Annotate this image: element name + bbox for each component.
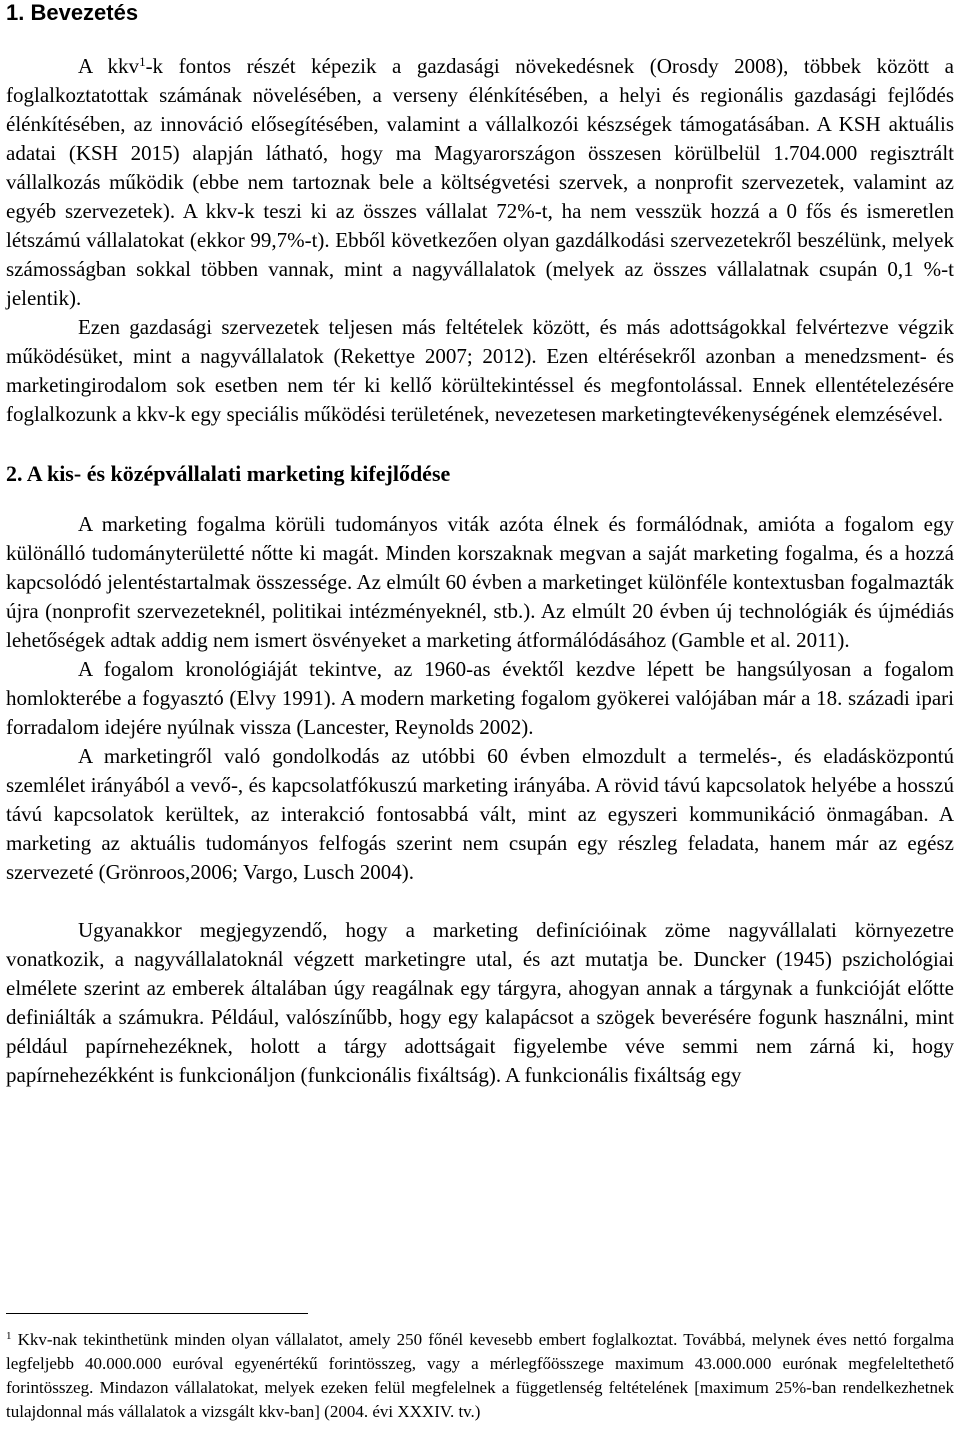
section-1-heading: 1. Bevezetés: [6, 0, 139, 25]
footnote-text: Kkv-nak tekinthetünk minden olyan vállalatot, amely 250 főnél kevesebb embert foglalkoztat. Továbbá, melynek éves nettó forgalma legfeljebb 40.000.000 euróval egyenértékű forintösszeg, vagy a mérlegfőösszege maximum 43.000.000 eurónak megfeleltethető forintösszeg. Mindazon vállalatokat, melyek ezeken felül megfelelnek a függetlenség feltételének [maximum 25%-ban rendelkezhetnek tulajdonnal más vállalatok a vizsgált kkv-ban] (2004. évi XXXIV. tv.): [6, 1330, 954, 1421]
section-2-paragraph-3: A marketingről való gondolkodás az utóbbi 60 évben elmozdult a termelés-, és eladásközpontú szemlélet irányából a vevő-, és kapcsolatfókuszú marketing irányába. A rövid távú kapcsolatok helyébe a hosszú távú kapcsolatok kerültek, az interakció fontosabbá vált, mint az egyszeri kommunikáció önmagában. A marketing az aktuális tudományos felfogás szerint nem csupán egy részleg feladata, hanem már az egész szervezeté (Grönroos,2006; Vargo, Lusch 2004).: [6, 744, 954, 884]
section-2-paragraph-1: A marketing fogalma körüli tudományos viták azóta élnek és formálódnak, amióta a fogalom egy különálló tudományterületté nőtte ki magát. Minden korszaknak megvan a saját marketing fogalma, és a hozzá kapcsolódó jelentéstartalmak összessége. Az elmúlt 60 évben a marketinget különféle kontextusban fogalmazták újra (nonprofit szervezeteknél, politikai intézményeknél, stb.). Az elmúlt 20 évben új technológiák és újmédiás lehetőségek adtak addig nem ismert ösvényeket a marketing átformálódásához (Gamble et al. 2011).: [6, 512, 954, 652]
paragraph-text-rest: -k fontos részét képezik a gazdasági növekedésnek (Orosdy 2008), többek között a foglalkoztatottak számának növelésében, a verseny élénkítésében, a helyi és regionális gazdasági fejlődés élénkítésében, az innováció elősegítésében, valamint a vállalkozói készségek támogatásában. A KSH aktuális adatai (KSH 2015) alapján látható, hogy ma Magyarországon összesen körülbelül 1.704.000 regisztrált vállalkozás működik (ebbe nem tartoznak bele a költségvetési szervek, a nonprofit szervezetek, valamint az egyéb szervezetek). A kkv-k teszi ki az összes vállalat 72%-t, ha nem vesszük hozzá a 0 fős és ismeretlen létszámú vállalatokat (ekkor 99,7%-t). Ebből következően olyan gazdálkodási szervezetekről beszélünk, melyek számosságban sokkal többen vannak, mint a nagyvállalatok (melyek az összes vállalatnak csupán 0,1 %-t jelentik).: [6, 54, 954, 310]
footnote: [6, 1328, 954, 1424]
footnote-marker: 1: [6, 1330, 12, 1342]
section-2-paragraph-4: Ugyanakkor megjegyzendő, hogy a marketing definícióinak zöme nagyvállalati környezetre vonatkozik, a nagyvállalatoknál végzett marketingre utal, és azt mutatja be. Duncker (1945) pszichológiai elmélete szerint az emberek általában úgy reagálnak egy tárgyra, ahogyan annak a tárgynak a funkcióját előtte definiálták a számukra. Például, valószínűbb, hogy egy kalapácsot a szögek beverésére fogunk használni, mint például papírnehezéknek, holott a tárgy adottságait figyelembe véve semmi nem zárná ki, hogy papírnehezékként is funkcionáljon (funkcionális fixáltság). A funkcionális fixáltság egy: [6, 918, 954, 1087]
document-page: [6, 0, 954, 1090]
footnote-reference[interactable]: 1: [139, 54, 146, 69]
paragraph-text-start: A kkv: [78, 54, 140, 78]
section-2-paragraph-2: A fogalom kronológiáját tekintve, az 1960-as évektől kezdve lépett be hangsúlyosan a fogalom homlokterébe a fogyasztó (Elvy 1991). A modern marketing fogalom gyökerei valójában már a 18. századi ipari forradalom idejére nyúlnak vissza (Lancester, Reynolds 2002).: [6, 657, 954, 739]
footnote-separator: [6, 1313, 308, 1314]
section-1-paragraph-2: Ezen gazdasági szervezetek teljesen más feltételek között, és más adottságokkal felvértezve végzik működésüket, mint a nagyvállalatok (Rekettye 2007; 2012). Ezen eltérésekről azonban a menedzsment- és marketingirodalom sok esetben nem tér ki kellő körültekintéssel és megfontolással. Ennek ellentételezésére foglalkozunk a kkv-k egy speciális működési területének, nevezetesen marketingtevékenységének elemzésével.: [6, 315, 954, 426]
section-1-paragraph-1: [6, 52, 954, 313]
section-2-heading: 2. A kis- és középvállalati marketing kifejlődése: [6, 461, 451, 486]
